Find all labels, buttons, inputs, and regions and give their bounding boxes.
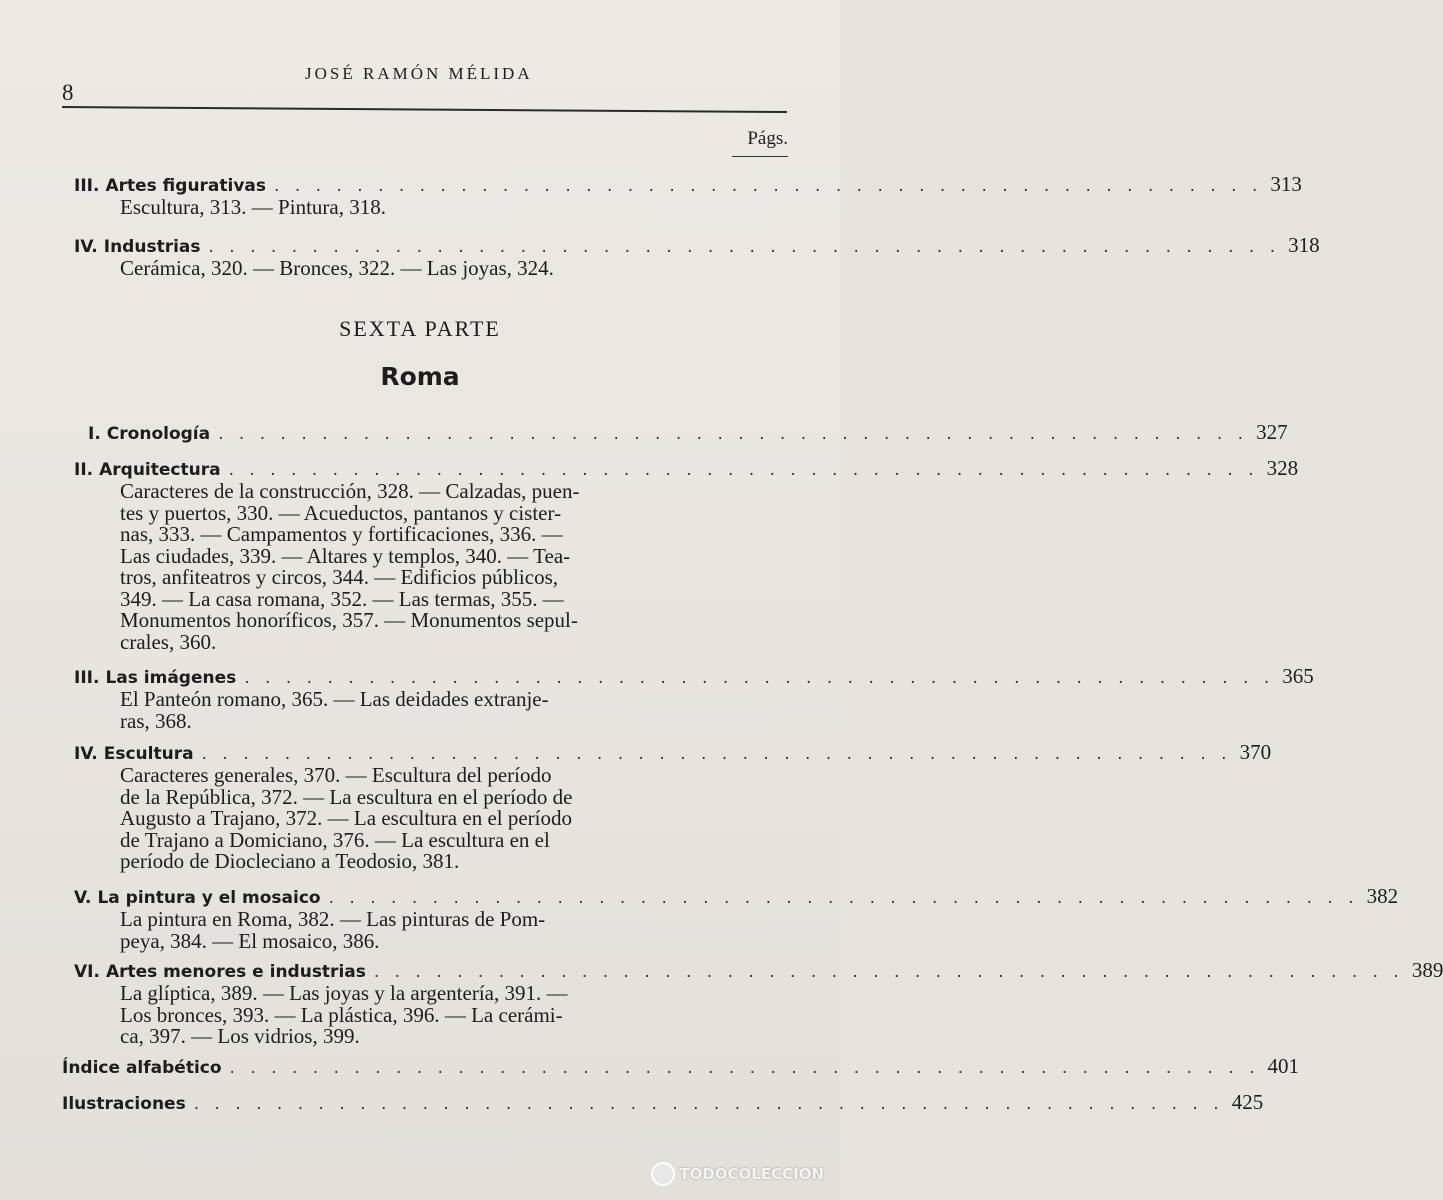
entry-numeral: III. (74, 176, 100, 196)
entry-line: peya, 384. — El mosaico, 386. (120, 928, 380, 953)
toc-entry (74, 884, 1399, 953)
entry-line: Monumentos honoríficos, 357. — Monumentos sepul- (120, 608, 578, 632)
entry-page: 425 (1231, 1090, 1264, 1114)
page-number: 8 (62, 80, 74, 105)
leader-dots: . . . . . . . . . . . . . . . . . . . . . . . . . . . . . . . . . . . . . . . . . . . . . . . . . . . . (208, 237, 1281, 257)
entry-numeral: IV. (74, 744, 98, 764)
entry-title: Cronología (106, 424, 211, 444)
entry-line: crales, 360. (120, 629, 217, 654)
leader-dots: . . . . . . . . . . . . . . . . . . . . . . . . . . . . . . . . . . . . . . . . . . . . . . . . . . (229, 1058, 1260, 1078)
entry-page: 328 (1266, 456, 1299, 480)
watermark-logo-icon (651, 1162, 675, 1186)
entry-line: tes y puertos, 330. — Acueductos, pantanos y cister- (120, 500, 562, 525)
entry-line: Augusto a Trajano, 372. — La escultura en el período (120, 806, 572, 830)
leader-dots: . . . . . . . . . . . . . . . . . . . . . . . . . . . . . . . . . . . . . . . . . . . . . . . . . . (218, 424, 1249, 444)
toc-entry (74, 172, 1302, 219)
entry-line: Los bronces, 393. — La plástica, 396. — La cerámi- (120, 1002, 563, 1027)
entry-title: Industrias (103, 237, 201, 257)
toc-entry (74, 740, 1272, 873)
entry-numeral: II. (74, 460, 94, 480)
entry-numeral: I. (88, 424, 101, 444)
header-rule (62, 106, 787, 113)
pages-label-underline (732, 156, 788, 157)
leader-dots: . . . . . . . . . . . . . . . . . . . . . . . . . . . . . . . . . . . . . . . . . . . . . . . . . . (373, 962, 1404, 982)
entry-line: de la República, 372. — La escultura en el período de (120, 784, 573, 809)
section-title: Roma (380, 362, 460, 391)
entry-title: Escultura (103, 744, 194, 764)
section-label: SEXTA PARTE (339, 316, 501, 341)
entry-line: nas, 333. — Campamentos y fortificaciones, 336. — (120, 522, 563, 546)
entry-line: tros, anfiteatros y circos, 344. — Edificios públicos, (120, 565, 558, 589)
entry-title: La pintura y el mosaico (97, 888, 321, 908)
entry-line: período de Diocleciano a Teodosio, 381. (120, 849, 460, 873)
entry-title: Artes menores e industrias (105, 962, 366, 982)
entry-line: de Trajano a Domiciano, 376. — La escultura en el (120, 827, 550, 852)
leader-dots: . . . . . . . . . . . . . . . . . . . . . . . . . . . . . . . . . . . . . . . . . . . . . . . . . . (328, 888, 1359, 908)
leader-dots: . . . . . . . . . . . . . . . . . . . . . . . . . . . . . . . . . . . . . . . . . . . . . . . . . . (228, 460, 1259, 480)
entry-page: 389 (1411, 958, 1443, 982)
entry-page: 401 (1267, 1054, 1300, 1078)
leader-dots: . . . . . . . . . . . . . . . . . . . . . . . . . . . . . . . . . . . . . . . . . . . . . . . . (274, 176, 1263, 196)
running-head-author: JOSÉ RAMÓN MÉLIDA (305, 64, 533, 83)
entry-line: Las ciudades, 339. — Altares y templos, 340. — Tea- (120, 543, 571, 568)
entry-numeral: III. (74, 668, 100, 688)
entry-line: Caracteres de la construcción, 328. — Calzadas, puen- (120, 479, 580, 503)
entry-page: 370 (1239, 740, 1272, 764)
entry-line: Cerámica, 320. — Bronces, 322. — Las joyas, 324. (120, 256, 554, 280)
entry-page: 382 (1366, 884, 1399, 908)
toc-entry (62, 1090, 1264, 1115)
entry-line: Escultura, 313. — Pintura, 318. (120, 195, 386, 219)
toc-entry (74, 664, 1314, 733)
entry-page: 327 (1256, 420, 1288, 444)
watermark (651, 1162, 824, 1186)
entry-title: Artes figurativas (105, 176, 267, 196)
entry-line: ca, 397. — Los vidrios, 399. (120, 1024, 360, 1048)
toc-entry (74, 958, 1443, 1048)
entry-numeral: IV. (74, 237, 98, 257)
entry-page: 313 (1270, 172, 1302, 196)
leader-dots: . . . . . . . . . . . . . . . . . . . . . . . . . . . . . . . . . . . . . . . . . . . . . . . . . . (193, 1094, 1224, 1114)
entry-line: ras, 368. (120, 708, 192, 733)
leader-dots: . . . . . . . . . . . . . . . . . . . . . . . . . . . . . . . . . . . . . . . . . . . . . . . . . . (201, 744, 1232, 764)
entry-title: Índice alfabético (62, 1058, 222, 1078)
leader-dots: . . . . . . . . . . . . . . . . . . . . . . . . . . . . . . . . . . . . . . . . . . . . . . . . . . (244, 668, 1275, 688)
pages-column-label: Págs. (747, 128, 788, 149)
entry-page: 365 (1282, 664, 1314, 688)
entry-numeral: VI. (74, 962, 100, 982)
entry-line: La pintura en Roma, 382. — Las pinturas de Pom- (120, 907, 546, 931)
entry-line: 349. — La casa romana, 352. — Las termas, 355. — (120, 586, 564, 611)
toc-entry (62, 1054, 1300, 1079)
toc-entry (74, 233, 1320, 280)
entry-title: Las imágenes (105, 668, 237, 688)
entry-title: Ilustraciones (62, 1094, 186, 1114)
toc-entry (88, 420, 1288, 445)
entry-numeral: V. (74, 888, 92, 908)
entry-line: Caracteres generales, 370. — Escultura del período (120, 763, 552, 787)
watermark-text: TODOCOLECCION (679, 1165, 824, 1183)
entry-title: Arquitectura (99, 460, 221, 480)
entry-line: El Panteón romano, 365. — Las deidades extranje- (120, 687, 549, 711)
entry-page: 318 (1288, 233, 1320, 257)
entry-line: La glíptica, 389. — Las joyas y la argentería, 391. — (120, 981, 568, 1005)
toc-entry (74, 456, 1299, 654)
